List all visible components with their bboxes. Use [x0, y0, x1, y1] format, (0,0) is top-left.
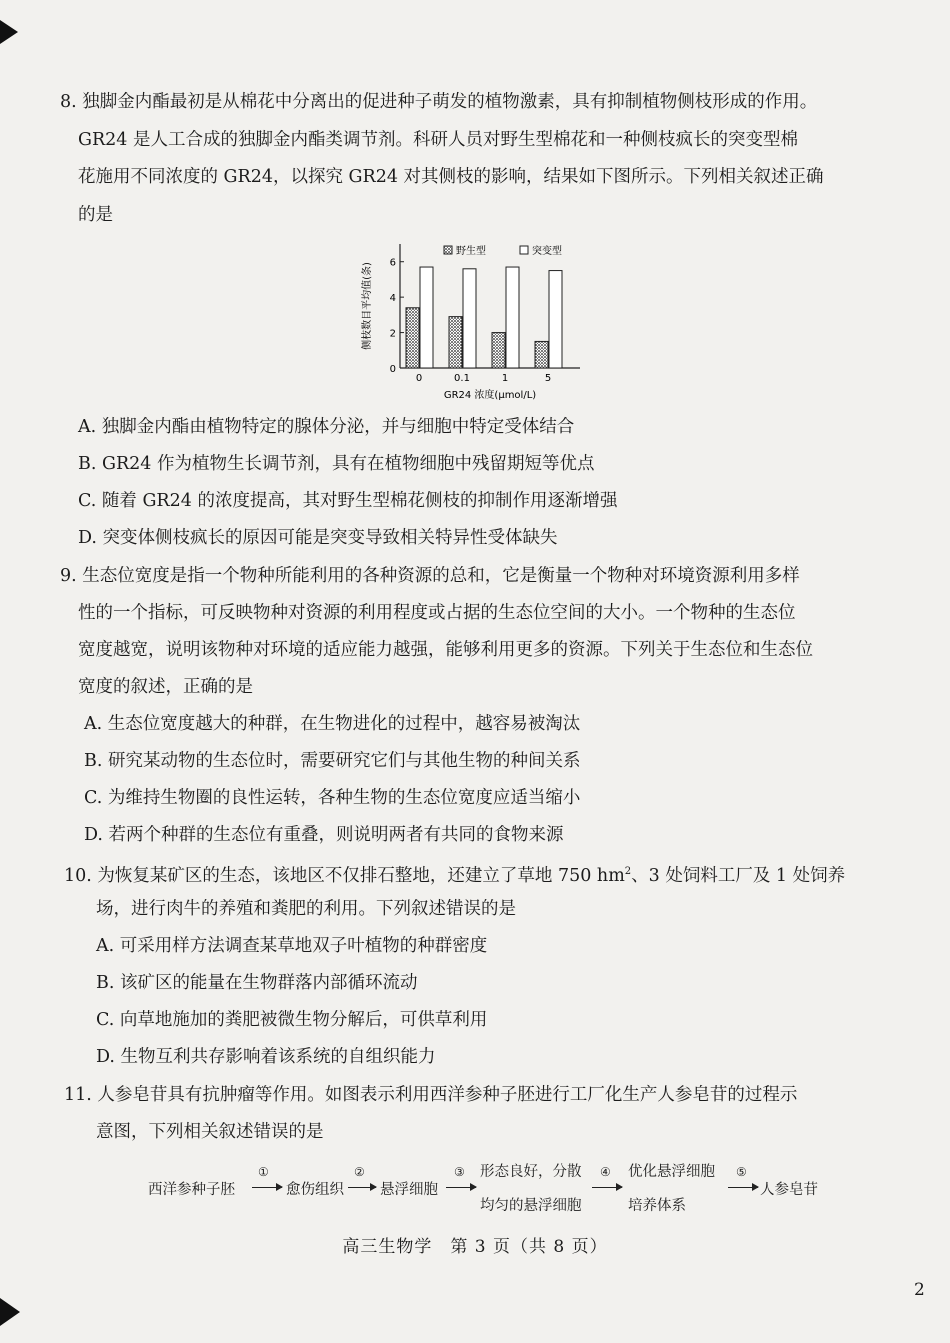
- flow-arrow-5: [728, 1187, 758, 1188]
- q8-option-d[interactable]: D. 突变体侧枝疯长的原因可能是突变导致相关特异性受体缺失: [78, 528, 558, 548]
- q8-option-b[interactable]: B. GR24 作为植物生长调节剂，具有在植物细胞中残留期短等优点: [78, 454, 595, 474]
- x-tick-label: 0: [415, 373, 423, 384]
- flow-arrow-3: [446, 1187, 476, 1188]
- process-flow-diagram: [148, 1160, 848, 1220]
- bar-mutant: [463, 269, 476, 368]
- q10-option-d[interactable]: D. 生物互利共存影响着该系统的自组织能力: [96, 1047, 436, 1067]
- legend-label-wild: 野生型: [456, 246, 486, 257]
- bar-wild: [406, 308, 419, 368]
- flow-step-3: ③: [454, 1165, 465, 1179]
- x-tick-label: 5: [544, 373, 552, 384]
- legend-swatch-wild: [444, 246, 452, 254]
- q10-area-exponent: 2: [624, 866, 632, 877]
- x-tick-label: 0.1: [454, 373, 470, 384]
- flow-step-2: ②: [354, 1165, 365, 1179]
- q11-stem-line-1: 11. 人参皂苷具有抗肿瘤等作用。如图表示利用西洋参种子胚进行工厂化生产人参皂苷的过程示: [64, 1085, 798, 1105]
- bar-wild: [492, 333, 505, 368]
- y-tick-label: 4: [389, 293, 396, 305]
- flow-node-optimize-top: 优化悬浮细胞: [628, 1164, 715, 1180]
- q8-stem-line-1: 8. 独脚金内酯最初是从棉花中分离出的促进种子萌发的植物激素，具有抑制植物侧枝形成的作用。: [60, 92, 818, 112]
- q9-option-a[interactable]: A. 生态位宽度越大的种群，在生物进化的过程中，越容易被淘汰: [84, 714, 581, 734]
- q8-stem-line-4: 的是: [78, 205, 113, 225]
- y-axis-label: 侧枝数目平均值(条): [362, 262, 373, 350]
- q9-option-d[interactable]: D. 若两个种群的生态位有重叠，则说明两者有共同的食物来源: [84, 825, 564, 845]
- q8-option-c[interactable]: C. 随着 GR24 的浓度提高，其对野生型棉花侧枝的抑制作用逐渐增强: [78, 491, 618, 511]
- flow-node-optimize-bottom: 培养体系: [628, 1198, 686, 1214]
- q9-option-c[interactable]: C. 为维持生物圈的良性运转，各种生物的生态位宽度应适当缩小: [84, 788, 581, 808]
- q9-stem-line-4: 宽度的叙述，正确的是: [78, 677, 253, 697]
- flow-step-5: ⑤: [736, 1165, 747, 1179]
- q9-stem-line-3: 宽度越宽，说明该物种对环境的适应能力越强，能够利用更多的资源。下列关于生态位和生态位: [78, 640, 813, 660]
- flow-step-1: ①: [258, 1165, 269, 1179]
- q9-stem-line-1: 9. 生态位宽度是指一个物种所能利用的各种资源的总和，它是衡量一个物种对环境资源利用多样: [60, 566, 800, 586]
- q10-area-unit: hm: [596, 865, 625, 886]
- flow-arrow-4: [592, 1187, 622, 1188]
- q10-option-c[interactable]: C. 向草地施加的粪肥被微生物分解后，可供草利用: [96, 1010, 488, 1030]
- bar-mutant: [420, 267, 433, 368]
- flow-node-good-bottom: 均匀的悬浮细胞: [480, 1198, 582, 1214]
- flow-node-embryo: 西洋参种子胚: [148, 1182, 235, 1198]
- chart-svg: [358, 236, 598, 404]
- page-number: 2: [914, 1280, 925, 1300]
- legend-swatch-mutant: [520, 246, 528, 254]
- legend-label-mutant: 突变型: [532, 246, 562, 257]
- q10-stem-part-2: 、3 处饲料工厂及 1 处饲养: [631, 865, 846, 886]
- page-footer: 高三生物学 第 3 页（共 8 页）: [342, 1237, 608, 1257]
- bar-mutant: [549, 271, 562, 368]
- bar-wild: [449, 317, 462, 368]
- y-tick-label: 0: [389, 364, 396, 375]
- q8-stem-line-2: GR24 是人工合成的独脚金内酯类调节剂。科研人员对野生型棉花和一种侧枝疯长的突变型棉: [78, 130, 798, 150]
- q10-option-a[interactable]: A. 可采用样方法调查某草地双子叶植物的种群密度: [96, 936, 488, 956]
- bar-wild: [535, 341, 548, 368]
- bar-chart: [358, 236, 598, 404]
- bar-mutant: [506, 267, 519, 368]
- q8-option-a[interactable]: A. 独脚金内酯由植物特定的腺体分泌，并与细胞中特定受体结合: [78, 417, 575, 437]
- corner-mark-bottom: [0, 1298, 20, 1326]
- q10-stem-part-1: 10. 为恢复某矿区的生态，该地区不仅排石整地，还建立了草地 750: [64, 865, 597, 886]
- q9-option-b[interactable]: B. 研究某动物的生态位时，需要研究它们与其他生物的种间关系: [84, 751, 581, 771]
- corner-mark-top: [0, 20, 18, 44]
- flow-node-suspension: 悬浮细胞: [380, 1182, 438, 1198]
- y-tick-label: 2: [389, 328, 396, 340]
- flow-node-product: 人参皂苷: [760, 1182, 818, 1198]
- q10-stem-line-2: 场，进行肉牛的养殖和粪肥的利用。下列叙述错误的是: [96, 899, 516, 919]
- y-tick-label: 6: [389, 257, 396, 269]
- flow-step-4: ④: [600, 1165, 611, 1179]
- x-tick-label: 1: [501, 373, 509, 384]
- q11-stem-line-2: 意图，下列相关叙述错误的是: [96, 1122, 324, 1142]
- q10-stem-line-1: [64, 860, 845, 888]
- flow-arrow-1: [252, 1187, 282, 1188]
- flow-node-callus: 愈伤组织: [286, 1182, 344, 1198]
- q8-stem-line-3: 花施用不同浓度的 GR24，以探究 GR24 对其侧枝的影响，结果如下图所示。下列相关叙述正确: [78, 167, 824, 187]
- x-axis-label: GR24 浓度(μmol/L): [443, 390, 537, 401]
- flow-node-good-top: 形态良好，分散: [480, 1164, 582, 1180]
- flow-arrow-2: [348, 1187, 376, 1188]
- q9-stem-line-2: 性的一个指标，可反映物种对资源的利用程度或占据的生态位空间的大小。一个物种的生态位: [78, 603, 796, 623]
- q10-option-b[interactable]: B. 该矿区的能量在生物群落内部循环流动: [96, 973, 418, 993]
